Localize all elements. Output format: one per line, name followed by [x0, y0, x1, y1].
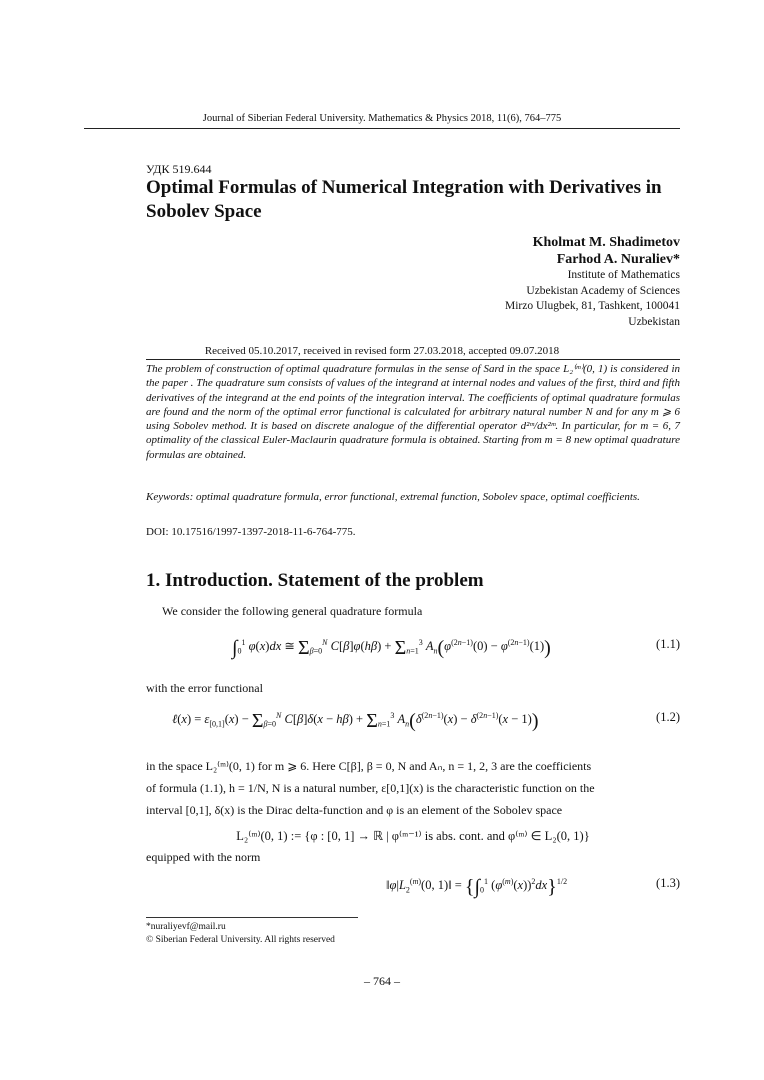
abstract-rule: [146, 359, 680, 360]
equation-body: $\int_0^1$ φ(x)dx ≅ $\Sigma_{\beta=0}^N$ $C[\beta]\varphi(h\beta) + \Sigma_{n=1}^3$ $A_n(\varphi^{(2n-1)}(0) - \varphi^{(2n-1)}(1))$: [232, 637, 551, 659]
article-title: Optimal Formulas of Numerical Integration with Derivatives in Sobolev Space: [146, 177, 662, 222]
header-rule: [84, 128, 680, 129]
received-dates: Received 05.10.2017, received in revised form 27.03.2018, accepted 09.07.2018: [204, 345, 560, 357]
affiliation-line: Uzbekistan: [628, 315, 680, 328]
equation-1-2: [146, 710, 680, 750]
equation-body: ℓ(x) = $\varepsilon_{[0,1]}(x) - \Sigma_{\beta=0}^N$ $C[\beta]\delta(x - h\beta) + \Sigma_{n=1}^3$ $A_n(\delta^{(2n-1)}(x) - \delta^{(2n-1)}(x - 1))$: [172, 710, 539, 732]
journal-header: Journal of Siberian Federal University. Mathematics & Physics 2018, 11(6), 764–775: [202, 113, 562, 124]
equation-number: (1.2): [656, 710, 680, 724]
equation-1-3: [146, 876, 680, 912]
paragraph: We consider the following general quadrature formula: [162, 604, 423, 618]
affiliation-line: Uzbekistan Academy of Sciences: [526, 284, 680, 297]
equation-1-1: [146, 637, 680, 677]
equation-number: (1.3): [656, 876, 680, 890]
paragraph: [146, 755, 680, 821]
author-2: Farhod A. Nuraliev*: [556, 252, 680, 267]
abstract: The problem of construction of optimal quadrature formulas in the sense of Sard in the space L₂⁽ᵐ⁾(0, 1) is considered in the paper . The quadrature sum consists of values of the integrand at internal nodes and values of the first, third and fifth derivatives of the integrand at the end points of the integration interval. The coefficients of optimal quadrature formulas are found and the norm of the optimal error functional is calculated for arbitrary natural number N and for any m ⩾ 6 using Sobolev method. It is based on discrete analogue of the differential operator d²ᵐ/dx²ᵐ. In particular, for m = 6, 7 optimality of the classical Euler-Maclaurin quadrature formula is obtained. Starting from m = 8 new optimal quadrature formulas are obtained.: [146, 363, 680, 461]
footnote-copyright: © Siberian Federal University. All rights reserved: [146, 935, 335, 945]
paragraph: with the error functional: [146, 681, 263, 695]
affiliation-line: Mirzo Ulugbek, 81, Tashkent, 100041: [505, 300, 680, 312]
keywords: Keywords: optimal quadrature formula, error functional, extremal function, Sobolev space, optimal coefficients.: [146, 491, 640, 503]
udc-code: УДК 519.644: [146, 162, 212, 176]
equation-body: $‖\varphi|L_2^{(m)}(0$, 1)‖ = {$\int_0^1$ $(\varphi^{(m)}(x))^2dx\}^{1/2}$: [386, 876, 568, 898]
page-number: – 764 –: [364, 974, 400, 988]
paragraph: equipped with the norm: [146, 850, 261, 864]
paragraph-line: interval [0,1], δ(x) is the Dirac delta-function and φ is an element of the Sobolev space: [146, 803, 563, 817]
author-block: [505, 234, 680, 330]
equation-number: (1.1): [656, 637, 680, 651]
author-1: Kholmat M. Shadimetov: [532, 235, 680, 250]
doi: DOI: 10.17516/1997-1397-2018-11-6-764-775.: [146, 526, 356, 538]
equation-body: L₂⁽ᵐ⁾(0, 1) := {φ : [0, 1] → ℝ | φ⁽ᵐ⁻¹⁾ is abs. cont. and φ⁽ᵐ⁾ ∈ L₂(0, 1)}: [236, 829, 590, 843]
paragraph-line: of formula (1.1), h = 1/N, N is a natural number, ε[0,1](x) is the characteristic function on the: [146, 781, 595, 795]
section-heading: 1. Introduction. Statement of the problem: [146, 570, 484, 591]
footnote-rule: [146, 917, 358, 918]
footnote-email: *nuraliyevf@mail.ru: [146, 922, 226, 932]
affiliation-line: Institute of Mathematics: [567, 269, 680, 281]
paragraph-line: in the space L₂⁽ᵐ⁾(0, 1) for m ⩾ 6. Here C[β], β = 0, N and Aₙ, n = 1, 2, 3 are the coefficients: [146, 759, 592, 773]
